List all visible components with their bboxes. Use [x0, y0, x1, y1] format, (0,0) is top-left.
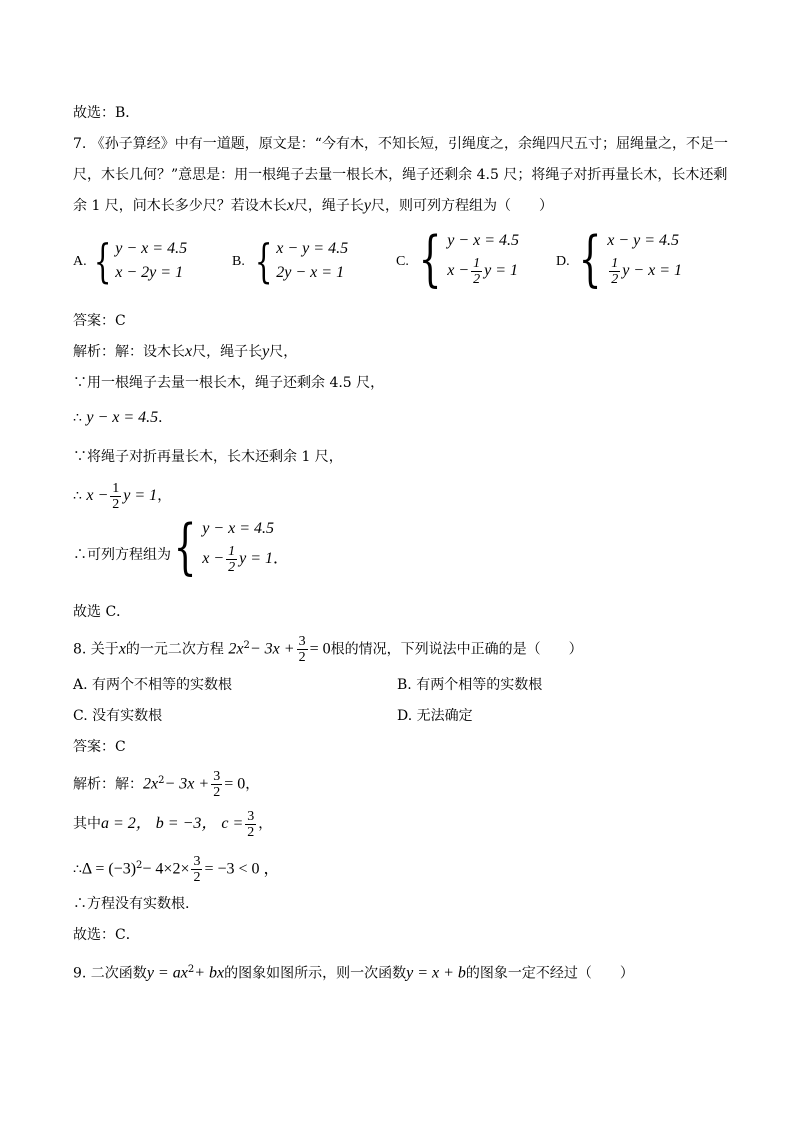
q8-option-c[interactable]: C. 没有实数根	[73, 708, 163, 724]
q7-text-3: 余 1 尺，问木长多少尺？若设木长x尺，绳子长y尺，则可列方程组为（ ）	[73, 197, 554, 214]
q7-system: { y − x = 4.5 x − $\frac{1}{2}$ y = 1．	[173, 512, 290, 582]
q8-option-a[interactable]: A. 有两个不相等的实数根	[73, 677, 233, 693]
option-c-label[interactable]: C.	[396, 254, 409, 269]
option-c-system[interactable]: { y − x = 4.5 x − $\frac{1}{2}$ y = 1	[418, 224, 519, 294]
q7-exp-1: 解析：解：设木长x尺，绳子长y尺，	[73, 343, 298, 360]
q8-text: 8. 关于x的一元二次方程 $2x^2- 3x$ + $\frac{3}{2}$ = 0根的情况，下列说法中正确的是（ ）	[73, 634, 583, 666]
q7-text-2: 尺，木长几何？”意思是：用一根绳子去量一根长木，绳子还剩余 4.5 尺；将绳子对折再量长木，长木还剩	[73, 167, 728, 183]
q9-text: 9. 二次函数$y = ax^2+$ bx的图象如图所示，则一次函数y = x + b的图象一定不经过（ ）	[73, 964, 634, 982]
q8-answer: 答案：C	[73, 739, 126, 755]
brace-icon: {	[254, 234, 273, 288]
q7-answer: 答案：C	[73, 313, 126, 329]
brace-icon: {	[578, 224, 602, 294]
brace-icon: {	[173, 512, 197, 582]
q7-text-1: 7. 《孙子算经》中有一道题，原文是：“今有木，不知长短，引绳度之，余绳四尺五寸；屈绳量之，不足一	[73, 136, 728, 152]
option-b-system[interactable]: { x − y = 4.5 2y − x = 1	[254, 234, 349, 288]
q7-exp-4: ∵将绳子对折再量长木，长木还剩余 1 尺，	[73, 449, 343, 465]
q7-exp-2: ∵用一根绳子去量一根长木，绳子还剩余 4.5 尺，	[73, 375, 385, 391]
q8-option-b[interactable]: B. 有两个相等的实数根	[397, 677, 543, 693]
q8-exp-2: 其中a = 2， b = −3， c = $\frac{3}{2}$ ，	[73, 808, 273, 840]
q7-pick: 故选 C．	[73, 604, 131, 620]
q8-exp-1: 解析：解：$2x^2- 3x$ + $\frac{3}{2}$ = 0，	[73, 769, 260, 801]
brace-icon: {	[418, 224, 442, 294]
q7-exp-6-label: ∴可列方程组为	[73, 547, 171, 563]
q7-exp-3: ∴ y − x = 4.5．	[73, 409, 173, 426]
q8-exp-4: ∴方程没有实数根.	[73, 896, 190, 912]
q8-exp-3: ∴Δ = $(-3)^2- 4\times 2\times$ $\frac{3}{2}$ = −3 < 0 ，	[73, 854, 280, 886]
option-d-label[interactable]: D.	[556, 254, 570, 269]
option-d-system[interactable]: { x − y = 4.5 $\frac{1}{2}$ y − x = 1	[578, 224, 682, 294]
brace-icon: {	[93, 234, 112, 288]
option-a-label[interactable]: A.	[73, 254, 87, 269]
option-b-label[interactable]: B.	[232, 254, 245, 269]
option-a-system[interactable]: { y − x = 4.5 x − 2y = 1	[93, 234, 188, 288]
q8-option-d[interactable]: D. 无法确定	[397, 708, 473, 724]
q8-pick: 故选：C．	[73, 927, 140, 943]
q7-exp-5: ∴ x − $\frac{1}{2}$ y = 1，	[73, 480, 172, 512]
answer-line: 故选：B．	[73, 105, 140, 121]
